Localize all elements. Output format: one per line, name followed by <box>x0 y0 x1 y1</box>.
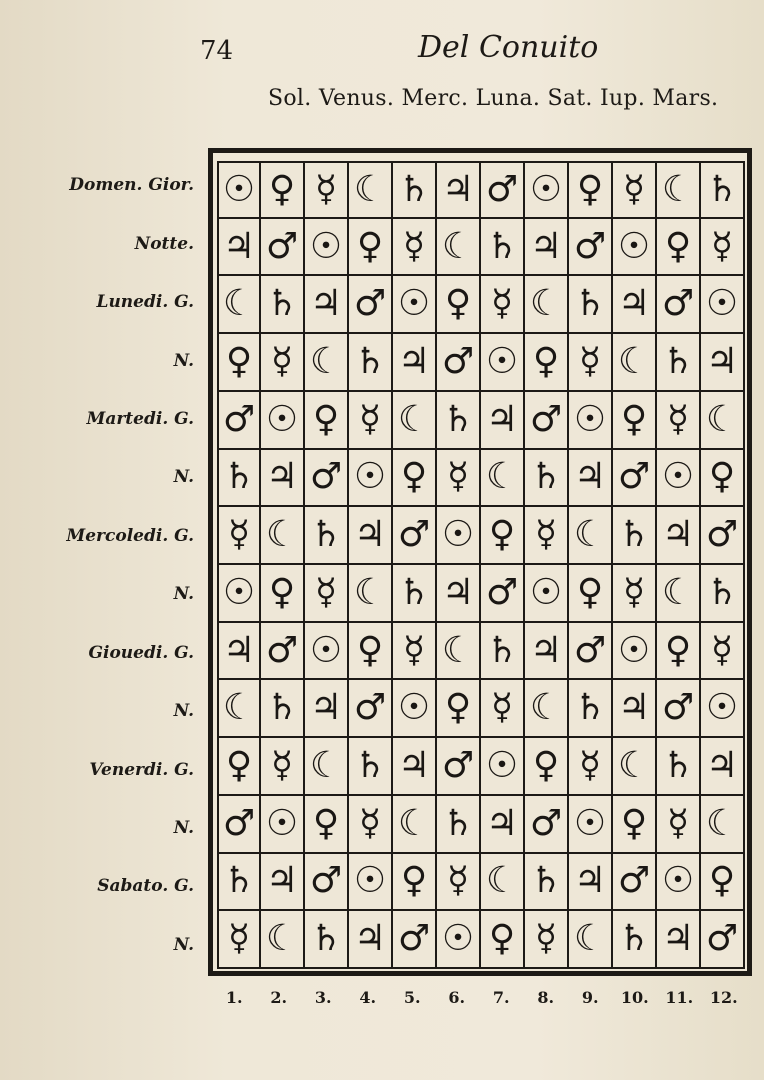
table-cell: ☾ <box>569 911 613 969</box>
table-cell: ☾ <box>261 507 305 565</box>
table-cell: ♄ <box>349 738 393 796</box>
table-cell: ♄ <box>217 450 261 508</box>
table-cell: ☿ <box>701 623 745 681</box>
table-cell: ♃ <box>525 219 569 277</box>
table-cell: ☉ <box>657 854 701 912</box>
table-cell: ♃ <box>305 680 349 738</box>
table-cell: ☿ <box>569 738 613 796</box>
table-cell: ☿ <box>217 507 261 565</box>
table-cell: ☿ <box>613 565 657 623</box>
table-cell: ☾ <box>305 738 349 796</box>
table-cell: ♃ <box>701 334 745 392</box>
table-cell: ♀ <box>217 738 261 796</box>
table-cell: ♃ <box>217 623 261 681</box>
row-label: N. <box>173 584 194 605</box>
table-cell: ☿ <box>305 161 349 219</box>
table-cell: ♀ <box>393 450 437 508</box>
table-cell: ♀ <box>437 680 481 738</box>
table-cell: ☾ <box>393 392 437 450</box>
table-cell: ♃ <box>261 854 305 912</box>
table-cell: ♄ <box>261 680 305 738</box>
table-cell: ☾ <box>437 623 481 681</box>
table-cell: ☉ <box>569 392 613 450</box>
table-cell: ☿ <box>437 854 481 912</box>
table-cell: ♂ <box>217 392 261 450</box>
table-cell: ☿ <box>525 507 569 565</box>
table-cell: ☿ <box>349 392 393 450</box>
planetary-hours-grid <box>217 161 745 969</box>
table-cell: ♀ <box>305 796 349 854</box>
table-cell: ☉ <box>437 507 481 565</box>
row-label: N. <box>173 817 194 838</box>
row-label: N. <box>173 701 194 722</box>
table-cell: ☿ <box>481 276 525 334</box>
table-cell: ☉ <box>349 450 393 508</box>
table-cell: ♀ <box>701 450 745 508</box>
column-number: 5. <box>403 988 421 1007</box>
table-cell: ♂ <box>305 450 349 508</box>
table-cell: ☿ <box>569 334 613 392</box>
table-cell: ☾ <box>349 565 393 623</box>
column-number: 8. <box>537 988 555 1007</box>
table-cell: ☾ <box>481 854 525 912</box>
table-cell: ☿ <box>437 450 481 508</box>
table-cell: ♂ <box>701 507 745 565</box>
table-cell: ☾ <box>525 276 569 334</box>
table-cell: ☉ <box>613 219 657 277</box>
table-cell: ♂ <box>569 623 613 681</box>
table-cell: ☾ <box>701 796 745 854</box>
table-cell: ♂ <box>349 680 393 738</box>
table-cell: ♄ <box>305 911 349 969</box>
table-cell: ♄ <box>613 507 657 565</box>
row-label: Giouedi. G. <box>88 642 194 663</box>
table-cell: ♀ <box>569 161 613 219</box>
table-cell: ♀ <box>657 219 701 277</box>
table-cell: ☉ <box>701 276 745 334</box>
column-number: 10. <box>620 988 649 1007</box>
table-cell: ♂ <box>437 738 481 796</box>
table-cell: ♀ <box>261 161 305 219</box>
table-cell: ☉ <box>613 623 657 681</box>
table-cell: ♃ <box>525 623 569 681</box>
table-cell: ♀ <box>613 796 657 854</box>
row-label: Sabato. G. <box>97 876 194 897</box>
table-cell: ☿ <box>349 796 393 854</box>
table-cell: ☉ <box>525 161 569 219</box>
table-cell: ☿ <box>657 392 701 450</box>
table-cell: ♀ <box>305 392 349 450</box>
row-label: Notte. <box>134 233 194 254</box>
column-number: 11. <box>665 988 694 1007</box>
table-cell: ♂ <box>393 911 437 969</box>
table-cell: ♀ <box>349 219 393 277</box>
column-number: 12. <box>709 988 738 1007</box>
table-cell: ♃ <box>481 796 525 854</box>
row-label: Domen. Gior. <box>69 175 194 196</box>
table-cell: ♃ <box>349 507 393 565</box>
table-cell: ♀ <box>701 854 745 912</box>
row-label: Venerdi. G. <box>89 759 194 780</box>
row-label: N. <box>173 934 194 955</box>
table-cell: ♄ <box>569 680 613 738</box>
table-cell: ♃ <box>349 911 393 969</box>
table-cell: ♃ <box>657 911 701 969</box>
table-cell: ♄ <box>393 161 437 219</box>
table-cell: ♂ <box>305 854 349 912</box>
planetary-hours-table <box>208 148 752 976</box>
table-cell: ☿ <box>525 911 569 969</box>
table-cell: ☾ <box>613 738 657 796</box>
page-number: 74 <box>200 36 234 66</box>
row-label: Martedi. G. <box>86 408 194 429</box>
planet-header: Sol. Venus. Merc. Luna. Sat. Iup. Mars. <box>268 86 719 111</box>
table-cell: ☉ <box>349 854 393 912</box>
table-cell: ♂ <box>525 796 569 854</box>
table-cell: ♃ <box>437 565 481 623</box>
table-cell: ♂ <box>701 911 745 969</box>
table-cell: ♀ <box>393 854 437 912</box>
table-cell: ☾ <box>261 911 305 969</box>
table-cell: ♃ <box>437 161 481 219</box>
table-cell: ♂ <box>569 219 613 277</box>
table-cell: ♀ <box>569 565 613 623</box>
table-cell: ☉ <box>217 565 261 623</box>
table-cell: ♀ <box>525 334 569 392</box>
table-cell: ☾ <box>657 565 701 623</box>
table-cell: ☿ <box>305 565 349 623</box>
table-cell: ☾ <box>569 507 613 565</box>
table-cell: ☉ <box>305 623 349 681</box>
table-cell: ♄ <box>525 450 569 508</box>
table-cell: ♄ <box>701 565 745 623</box>
table-cell: ☉ <box>481 738 525 796</box>
table-cell: ♂ <box>481 565 525 623</box>
table-cell: ☾ <box>217 680 261 738</box>
table-cell: ☾ <box>217 276 261 334</box>
table-cell: ♀ <box>481 507 525 565</box>
table-cell: ♀ <box>481 911 525 969</box>
table-cell: ♂ <box>657 276 701 334</box>
table-cell: ☉ <box>217 161 261 219</box>
table-cell: ♄ <box>393 565 437 623</box>
table-cell: ☾ <box>525 680 569 738</box>
table-cell: ♄ <box>657 738 701 796</box>
table-cell: ♂ <box>613 854 657 912</box>
table-cell: ♃ <box>481 392 525 450</box>
table-cell: ♄ <box>305 507 349 565</box>
table-cell: ☉ <box>305 219 349 277</box>
table-cell: ♂ <box>217 796 261 854</box>
table-cell: ♄ <box>481 219 525 277</box>
table-cell: ♃ <box>305 276 349 334</box>
row-label: N. <box>173 467 194 488</box>
table-cell: ☾ <box>701 392 745 450</box>
table-cell: ♀ <box>437 276 481 334</box>
table-cell: ☿ <box>261 334 305 392</box>
table-cell: ☉ <box>481 334 525 392</box>
table-cell: ♀ <box>217 334 261 392</box>
table-cell: ☿ <box>613 161 657 219</box>
table-cell: ♂ <box>261 219 305 277</box>
table-cell: ☾ <box>393 796 437 854</box>
table-cell: ♃ <box>569 450 613 508</box>
table-cell: ♂ <box>437 334 481 392</box>
table-cell: ☿ <box>393 623 437 681</box>
table-cell: ♃ <box>613 680 657 738</box>
table-cell: ☿ <box>217 911 261 969</box>
table-cell: ☿ <box>393 219 437 277</box>
table-cell: ♄ <box>569 276 613 334</box>
table-cell: ☾ <box>613 334 657 392</box>
column-number: 7. <box>492 988 510 1007</box>
table-cell: ♂ <box>525 392 569 450</box>
table-cell: ☿ <box>261 738 305 796</box>
table-cell: ♃ <box>393 334 437 392</box>
table-cell: ♃ <box>569 854 613 912</box>
table-cell: ♀ <box>525 738 569 796</box>
column-number: 4. <box>359 988 377 1007</box>
table-cell: ♂ <box>613 450 657 508</box>
table-cell: ♂ <box>393 507 437 565</box>
table-cell: ♄ <box>481 623 525 681</box>
table-cell: ☿ <box>481 680 525 738</box>
column-number: 6. <box>448 988 466 1007</box>
table-cell: ♃ <box>657 507 701 565</box>
table-cell: ☿ <box>701 219 745 277</box>
table-cell: ♀ <box>613 392 657 450</box>
table-cell: ☾ <box>349 161 393 219</box>
table-cell: ☾ <box>305 334 349 392</box>
column-number: 9. <box>581 988 599 1007</box>
table-cell: ♄ <box>217 854 261 912</box>
table-cell: ♀ <box>657 623 701 681</box>
table-cell: ☉ <box>261 392 305 450</box>
table-cell: ♂ <box>481 161 525 219</box>
running-head: Del Conuito <box>418 30 599 65</box>
table-cell: ☿ <box>657 796 701 854</box>
row-label: Lunedi. G. <box>96 292 194 313</box>
row-label: Mercoledi. G. <box>66 525 194 546</box>
table-cell: ☾ <box>657 161 701 219</box>
table-cell: ☉ <box>437 911 481 969</box>
table-cell: ♃ <box>701 738 745 796</box>
column-number: 1. <box>225 988 243 1007</box>
table-cell: ☉ <box>393 680 437 738</box>
table-cell: ☉ <box>569 796 613 854</box>
table-cell: ☉ <box>701 680 745 738</box>
table-cell: ☉ <box>261 796 305 854</box>
table-cell: ☉ <box>393 276 437 334</box>
row-label: N. <box>173 350 194 371</box>
table-cell: ☾ <box>481 450 525 508</box>
table-cell: ♄ <box>261 276 305 334</box>
table-cell: ♃ <box>393 738 437 796</box>
table-cell: ♄ <box>613 911 657 969</box>
table-cell: ☾ <box>437 219 481 277</box>
table-cell: ♃ <box>613 276 657 334</box>
table-cell: ☉ <box>525 565 569 623</box>
table-cell: ♃ <box>261 450 305 508</box>
table-cell: ♀ <box>349 623 393 681</box>
table-cell: ♂ <box>261 623 305 681</box>
table-cell: ♄ <box>437 392 481 450</box>
table-cell: ♄ <box>701 161 745 219</box>
table-cell: ♀ <box>261 565 305 623</box>
table-cell: ♄ <box>525 854 569 912</box>
table-cell: ♂ <box>657 680 701 738</box>
table-cell: ♄ <box>437 796 481 854</box>
column-number: 3. <box>314 988 332 1007</box>
column-number: 2. <box>270 988 288 1007</box>
table-cell: ♂ <box>349 276 393 334</box>
table-cell: ☉ <box>657 450 701 508</box>
table-cell: ♄ <box>657 334 701 392</box>
table-cell: ♄ <box>349 334 393 392</box>
table-cell: ♃ <box>217 219 261 277</box>
